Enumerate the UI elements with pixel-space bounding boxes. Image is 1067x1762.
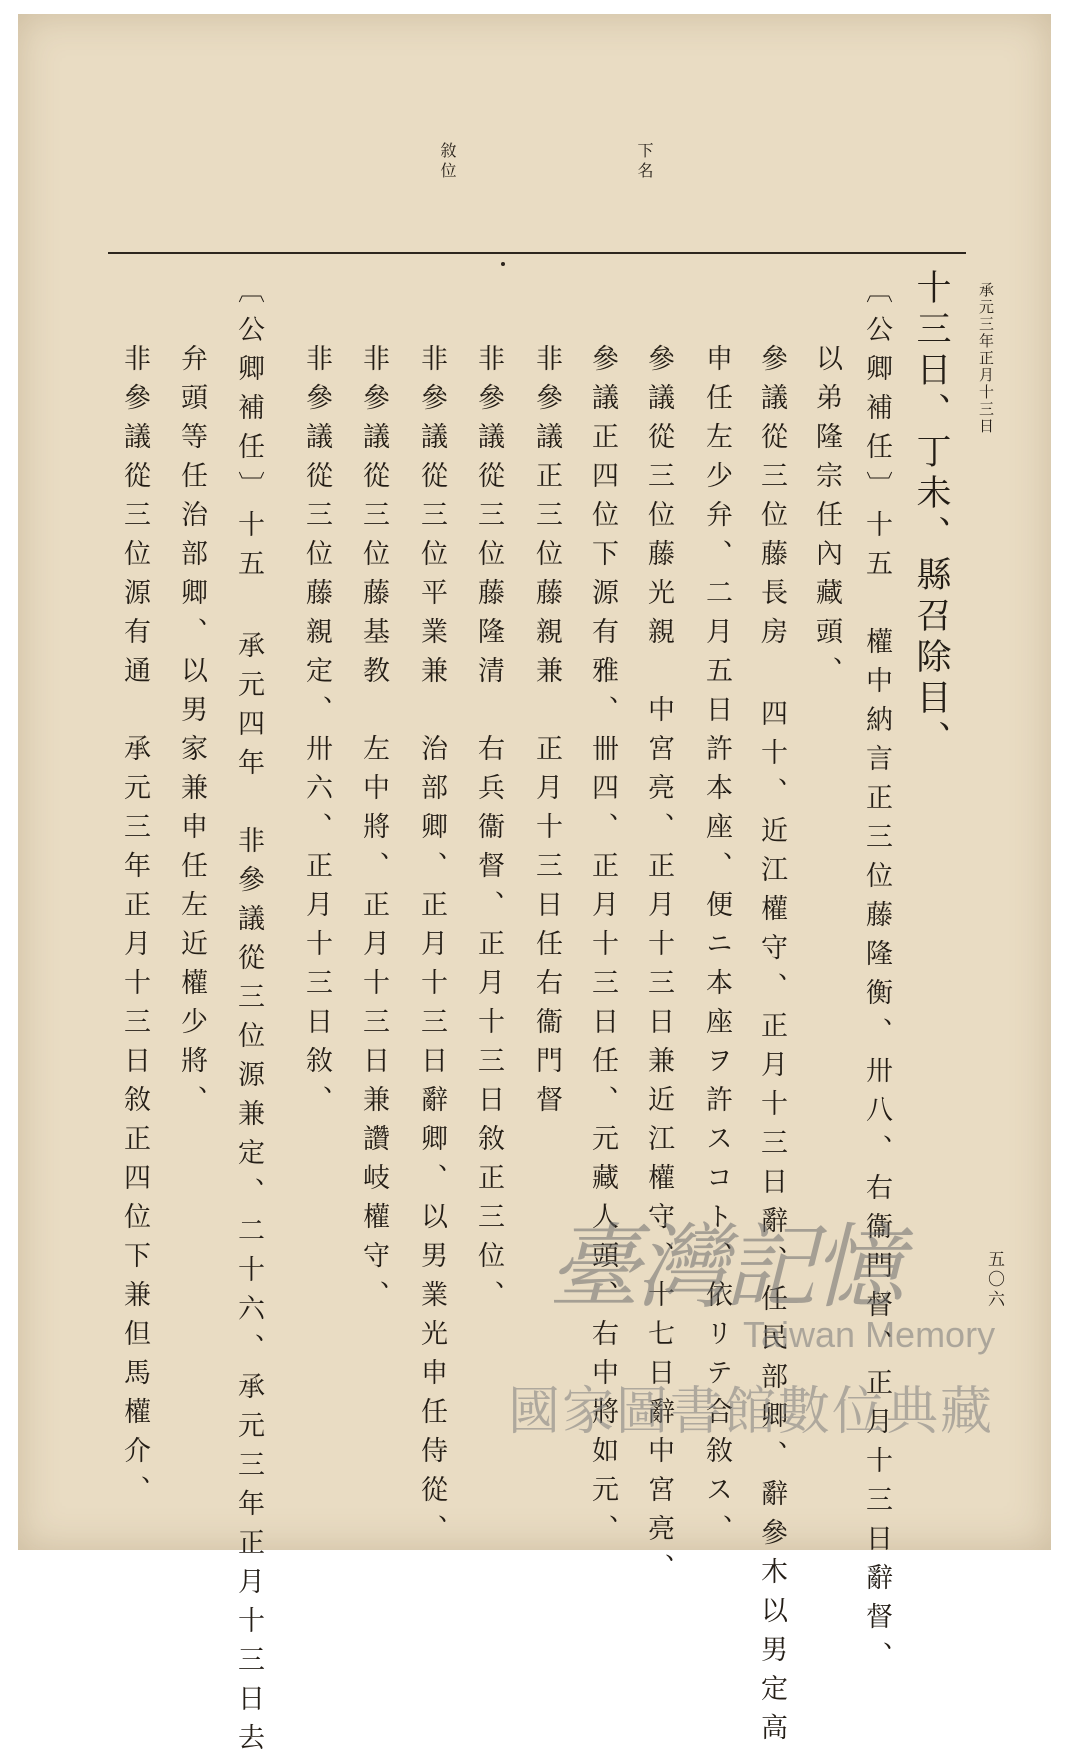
watermark-chinese: 臺灣記憶 — [548, 1214, 901, 1321]
watermark-english: Taiwan Memory — [743, 1314, 996, 1355]
watermark-library: 國家圖書館數位典藏 — [508, 1382, 995, 1442]
head-note-下名: 下名 — [635, 142, 654, 182]
text-column-11: 非參議從三位藤親定、卅六、正月十三日敘、 — [301, 344, 332, 1124]
text-column-4: 申任左少弁、二月五日許本座、便ニ本座ヲ許スコト、依リテ合敘ス、 — [701, 344, 732, 1553]
page-number: 五〇六 — [984, 1250, 1004, 1310]
text-column-3: 參議從三位藤長房 四十、近江權守、正月十三日辭、任民部卿、辭參木以男定高 — [756, 344, 787, 1752]
text-column-5: 參議從三位藤光親 中宮亮、正月十三日兼近江權守、十七日辭中宮亮、 — [643, 344, 674, 1592]
head-note-敘位: 敘位 — [438, 142, 457, 182]
text-column-13: 弁頭等任治部卿、以男家兼申任左近權少將、 — [176, 344, 207, 1124]
watermark — [508, 1194, 1018, 1454]
running-head: 承元三年正月十三日 — [977, 282, 995, 435]
text-column-10: 非參議從三位藤基教 左中將、正月十三日兼讚岐權守、 — [358, 344, 389, 1319]
text-column-14: 非參議從三位源有通 承元三年正月十三日敘正四位下兼但馬權介、 — [119, 344, 150, 1514]
text-column-8: 非參議從三位藤隆清 右兵衞督、正月十三日敘正三位、 — [473, 344, 504, 1319]
text-column-7: 非參議正三位藤親兼 正月十三日任右衞門督 — [531, 344, 562, 1124]
header-rule — [108, 252, 966, 254]
rule-dot — [501, 262, 505, 266]
text-column-2: 以弟隆宗任內藏頭、 — [811, 344, 842, 695]
entry-heading: 十三日、丁未、縣召除目、 — [911, 269, 951, 761]
document-page — [18, 14, 1051, 1762]
text-column-9: 非參議從三位平業兼 治部卿、正月十三日辭卿、以男業光申任侍從、 — [416, 344, 447, 1553]
text-column-1: 〔公卿補任〕十五 權中納言正三位藤隆衡、卅八、右衞門督、正月十三日辭督、 — [861, 276, 892, 1680]
text-column-6: 參議正四位下源有雅、卌四、正月十三日任、元藏人頭、右中將如元、 — [587, 344, 618, 1553]
text-column-12: 〔公卿補任〕十五 承元四年 非參議從三位源兼定、二十六、承元三年正月十三日去 — [233, 276, 264, 1762]
